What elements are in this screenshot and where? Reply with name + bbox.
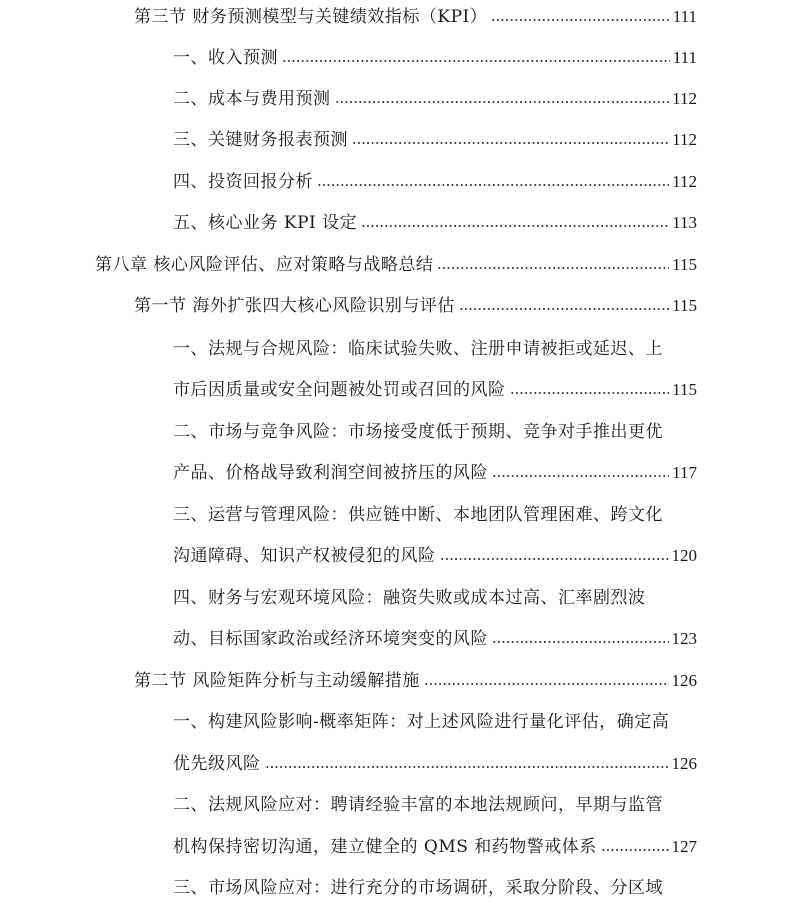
toc-entry-item-line1[interactable] xyxy=(173,709,697,735)
toc-entry-text: 二、成本与费用预测 xyxy=(173,89,331,109)
toc-entry-text: 动、目标国家政治或经济环境突变的风险 xyxy=(173,629,488,649)
toc-entry-text: 一、收入预测 xyxy=(173,48,278,68)
dot-leader xyxy=(492,638,669,646)
toc-page-number: 127 xyxy=(671,837,697,856)
toc-entry-item-line1[interactable] xyxy=(173,875,697,901)
toc-entry-text: 优先级风险 xyxy=(173,754,261,774)
toc-page-number: 115 xyxy=(672,255,697,274)
toc-entry-text: 沟通障碍、知识产权被侵犯的风险 xyxy=(173,546,436,566)
dot-leader xyxy=(361,222,669,230)
toc-page-number: 113 xyxy=(672,213,697,232)
toc-page-number: 111 xyxy=(672,48,697,67)
toc-entry-text: 二、法规风险应对：聘请经验丰富的本地法规顾问，早期与监管 xyxy=(173,795,663,815)
toc-entry-text: 第三节 财务预测模型与关键绩效指标（KPI） xyxy=(134,7,488,27)
toc-entry-item-line1[interactable] xyxy=(173,792,697,818)
toc-entry-text: 三、运营与管理风险：供应链中断、本地团队管理困难、跨文化 xyxy=(173,505,663,525)
dot-leader xyxy=(317,181,669,189)
toc-entry-text: 四、财务与宏观环境风险：融资失败或成本过高、汇率剧烈波 xyxy=(173,588,646,608)
toc-entry-section[interactable] xyxy=(134,668,697,694)
toc-entry-item[interactable] xyxy=(173,127,697,153)
toc-entry-item[interactable] xyxy=(173,169,697,195)
toc-page-number: 112 xyxy=(672,172,697,191)
dot-leader xyxy=(437,264,669,272)
dot-leader xyxy=(282,57,670,65)
dot-leader xyxy=(459,305,669,313)
toc-page-number: 115 xyxy=(672,296,697,315)
toc-entry-text: 一、法规与合规风险：临床试验失败、注册申请被拒或延迟、上 xyxy=(173,339,663,359)
toc-entry-item-line2[interactable] xyxy=(173,377,697,403)
dot-leader xyxy=(335,98,670,106)
toc-entry-item[interactable] xyxy=(173,210,697,236)
toc-page-number: 123 xyxy=(671,629,697,648)
toc-entry-item-line1[interactable] xyxy=(173,502,697,528)
toc-page-number: 111 xyxy=(672,7,697,26)
toc-entry-item-line2[interactable] xyxy=(173,751,697,777)
toc-entry-text: 三、关键财务报表预测 xyxy=(173,130,348,150)
toc-entry-text: 四、投资回报分析 xyxy=(173,172,313,192)
toc-entry-item-line1[interactable] xyxy=(173,336,697,362)
toc-entry-chapter[interactable] xyxy=(95,252,697,278)
toc-entry-text: 市后因质量或安全问题被处罚或召回的风险 xyxy=(173,380,506,400)
toc-entry-text: 五、核心业务 KPI 设定 xyxy=(173,213,358,233)
toc-entry-item-line1[interactable] xyxy=(173,419,697,445)
dot-leader xyxy=(352,139,669,147)
dot-leader xyxy=(510,389,670,397)
toc-entry-item-line2[interactable] xyxy=(173,834,697,860)
toc-entry-text: 第二节 风险矩阵分析与主动缓解措施 xyxy=(134,671,420,691)
toc-entry-text: 机构保持密切沟通，建立健全的 QMS 和药物警戒体系 xyxy=(173,837,597,857)
dot-leader xyxy=(424,680,669,688)
toc-entry-text: 第八章 核心风险评估、应对策略与战略总结 xyxy=(95,255,434,275)
toc-entry-section[interactable] xyxy=(134,293,697,319)
toc-entry-text: 三、市场风险应对：进行充分的市场调研，采取分阶段、分区域 xyxy=(173,878,663,898)
dot-leader xyxy=(492,472,669,480)
toc-page-number: 120 xyxy=(671,546,697,565)
toc-entry-item[interactable] xyxy=(173,86,697,112)
toc-page-number: 115 xyxy=(672,380,697,399)
toc-entry-item-line1[interactable] xyxy=(173,585,697,611)
toc-page-number: 117 xyxy=(672,463,697,482)
dot-leader xyxy=(491,16,669,24)
toc-entry-text: 一、构建风险影响-概率矩阵：对上述风险进行量化评估，确定高 xyxy=(173,712,670,732)
toc-page-number: 112 xyxy=(672,89,697,108)
toc-entry-item[interactable] xyxy=(173,45,697,71)
toc-page-number: 112 xyxy=(672,130,697,149)
dot-leader xyxy=(265,763,669,771)
toc-entry-section[interactable] xyxy=(134,4,697,30)
toc-entry-item-line2[interactable] xyxy=(173,460,697,486)
toc-entry-text: 二、市场与竞争风险：市场接受度低于预期、竞争对手推出更优 xyxy=(173,422,663,442)
toc-entry-text: 产品、价格战导致利润空间被挤压的风险 xyxy=(173,463,488,483)
dot-leader xyxy=(601,846,669,854)
toc-entry-text: 第一节 海外扩张四大核心风险识别与评估 xyxy=(134,296,455,316)
toc-page-number: 126 xyxy=(671,671,697,690)
dot-leader xyxy=(440,555,669,563)
toc-page-number: 126 xyxy=(671,754,697,773)
toc-entry-item-line2[interactable] xyxy=(173,626,697,652)
toc-entry-item-line2[interactable] xyxy=(173,543,697,569)
